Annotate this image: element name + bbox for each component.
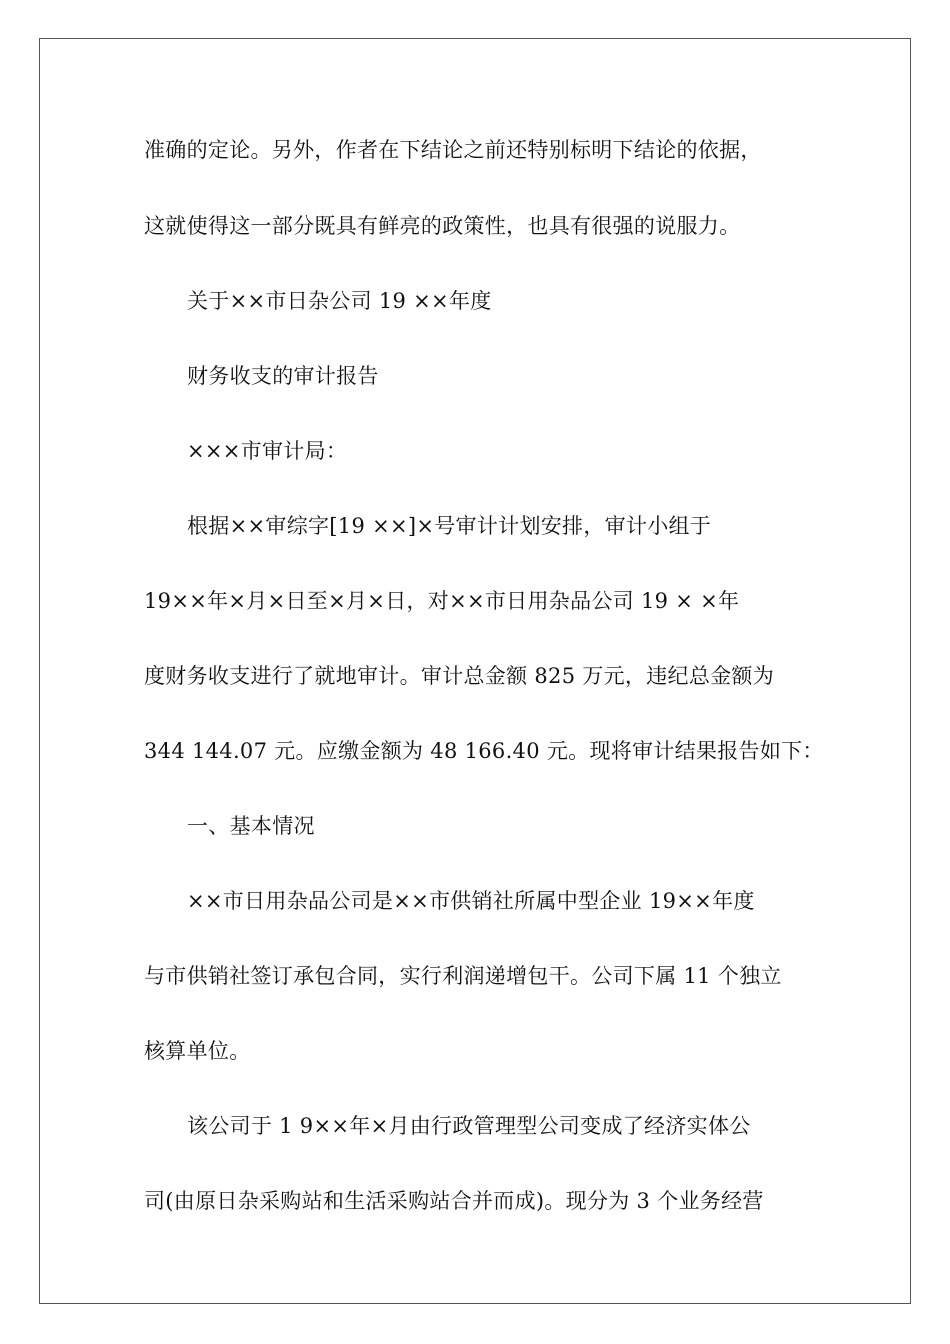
section-heading: 一、基本情况 [187, 814, 315, 838]
paragraph-line: 这就使得这一部分既具有鲜亮的政策性，也具有很强的说服力。 [144, 214, 741, 238]
paragraph-line: 344 144.07 元。应缴金额为 48 166.40 元。现将审计结果报告如下： [144, 739, 824, 763]
addressee: ×××市审计局： [187, 439, 348, 463]
paragraph-line: 19××年×月×日至×月×日，对××市日用杂品公司 19 × ×年 [144, 589, 740, 613]
paragraph-line: 与市供销社签订承包合同，实行利润递增包干。公司下属 11 个独立 [144, 964, 782, 988]
report-title-line-2: 财务收支的审计报告 [187, 364, 379, 388]
paragraph-line: 司(由原日杂采购站和生活采购站合并而成)。现分为 3 个业务经营 [144, 1189, 764, 1213]
paragraph-line: ××市日用杂品公司是××市供销社所属中型企业 19××年度 [187, 889, 755, 913]
paragraph-line: 核算单位。 [144, 1039, 251, 1063]
report-title-line-1: 关于××市日杂公司 19 ××年度 [187, 289, 492, 313]
paragraph-line: 准确的定论。另外，作者在下结论之前还特别标明下结论的依据， [144, 138, 762, 162]
paragraph-line: 度财务收支进行了就地审计。审计总金额 825 万元，违纪总金额为 [144, 664, 775, 688]
paragraph-line: 根据××审综字[19 ××]×号审计计划安排，审计小组于 [187, 514, 712, 538]
paragraph-line: 该公司于 1 9××年×月由行政管理型公司变成了经济实体公 [187, 1114, 751, 1138]
